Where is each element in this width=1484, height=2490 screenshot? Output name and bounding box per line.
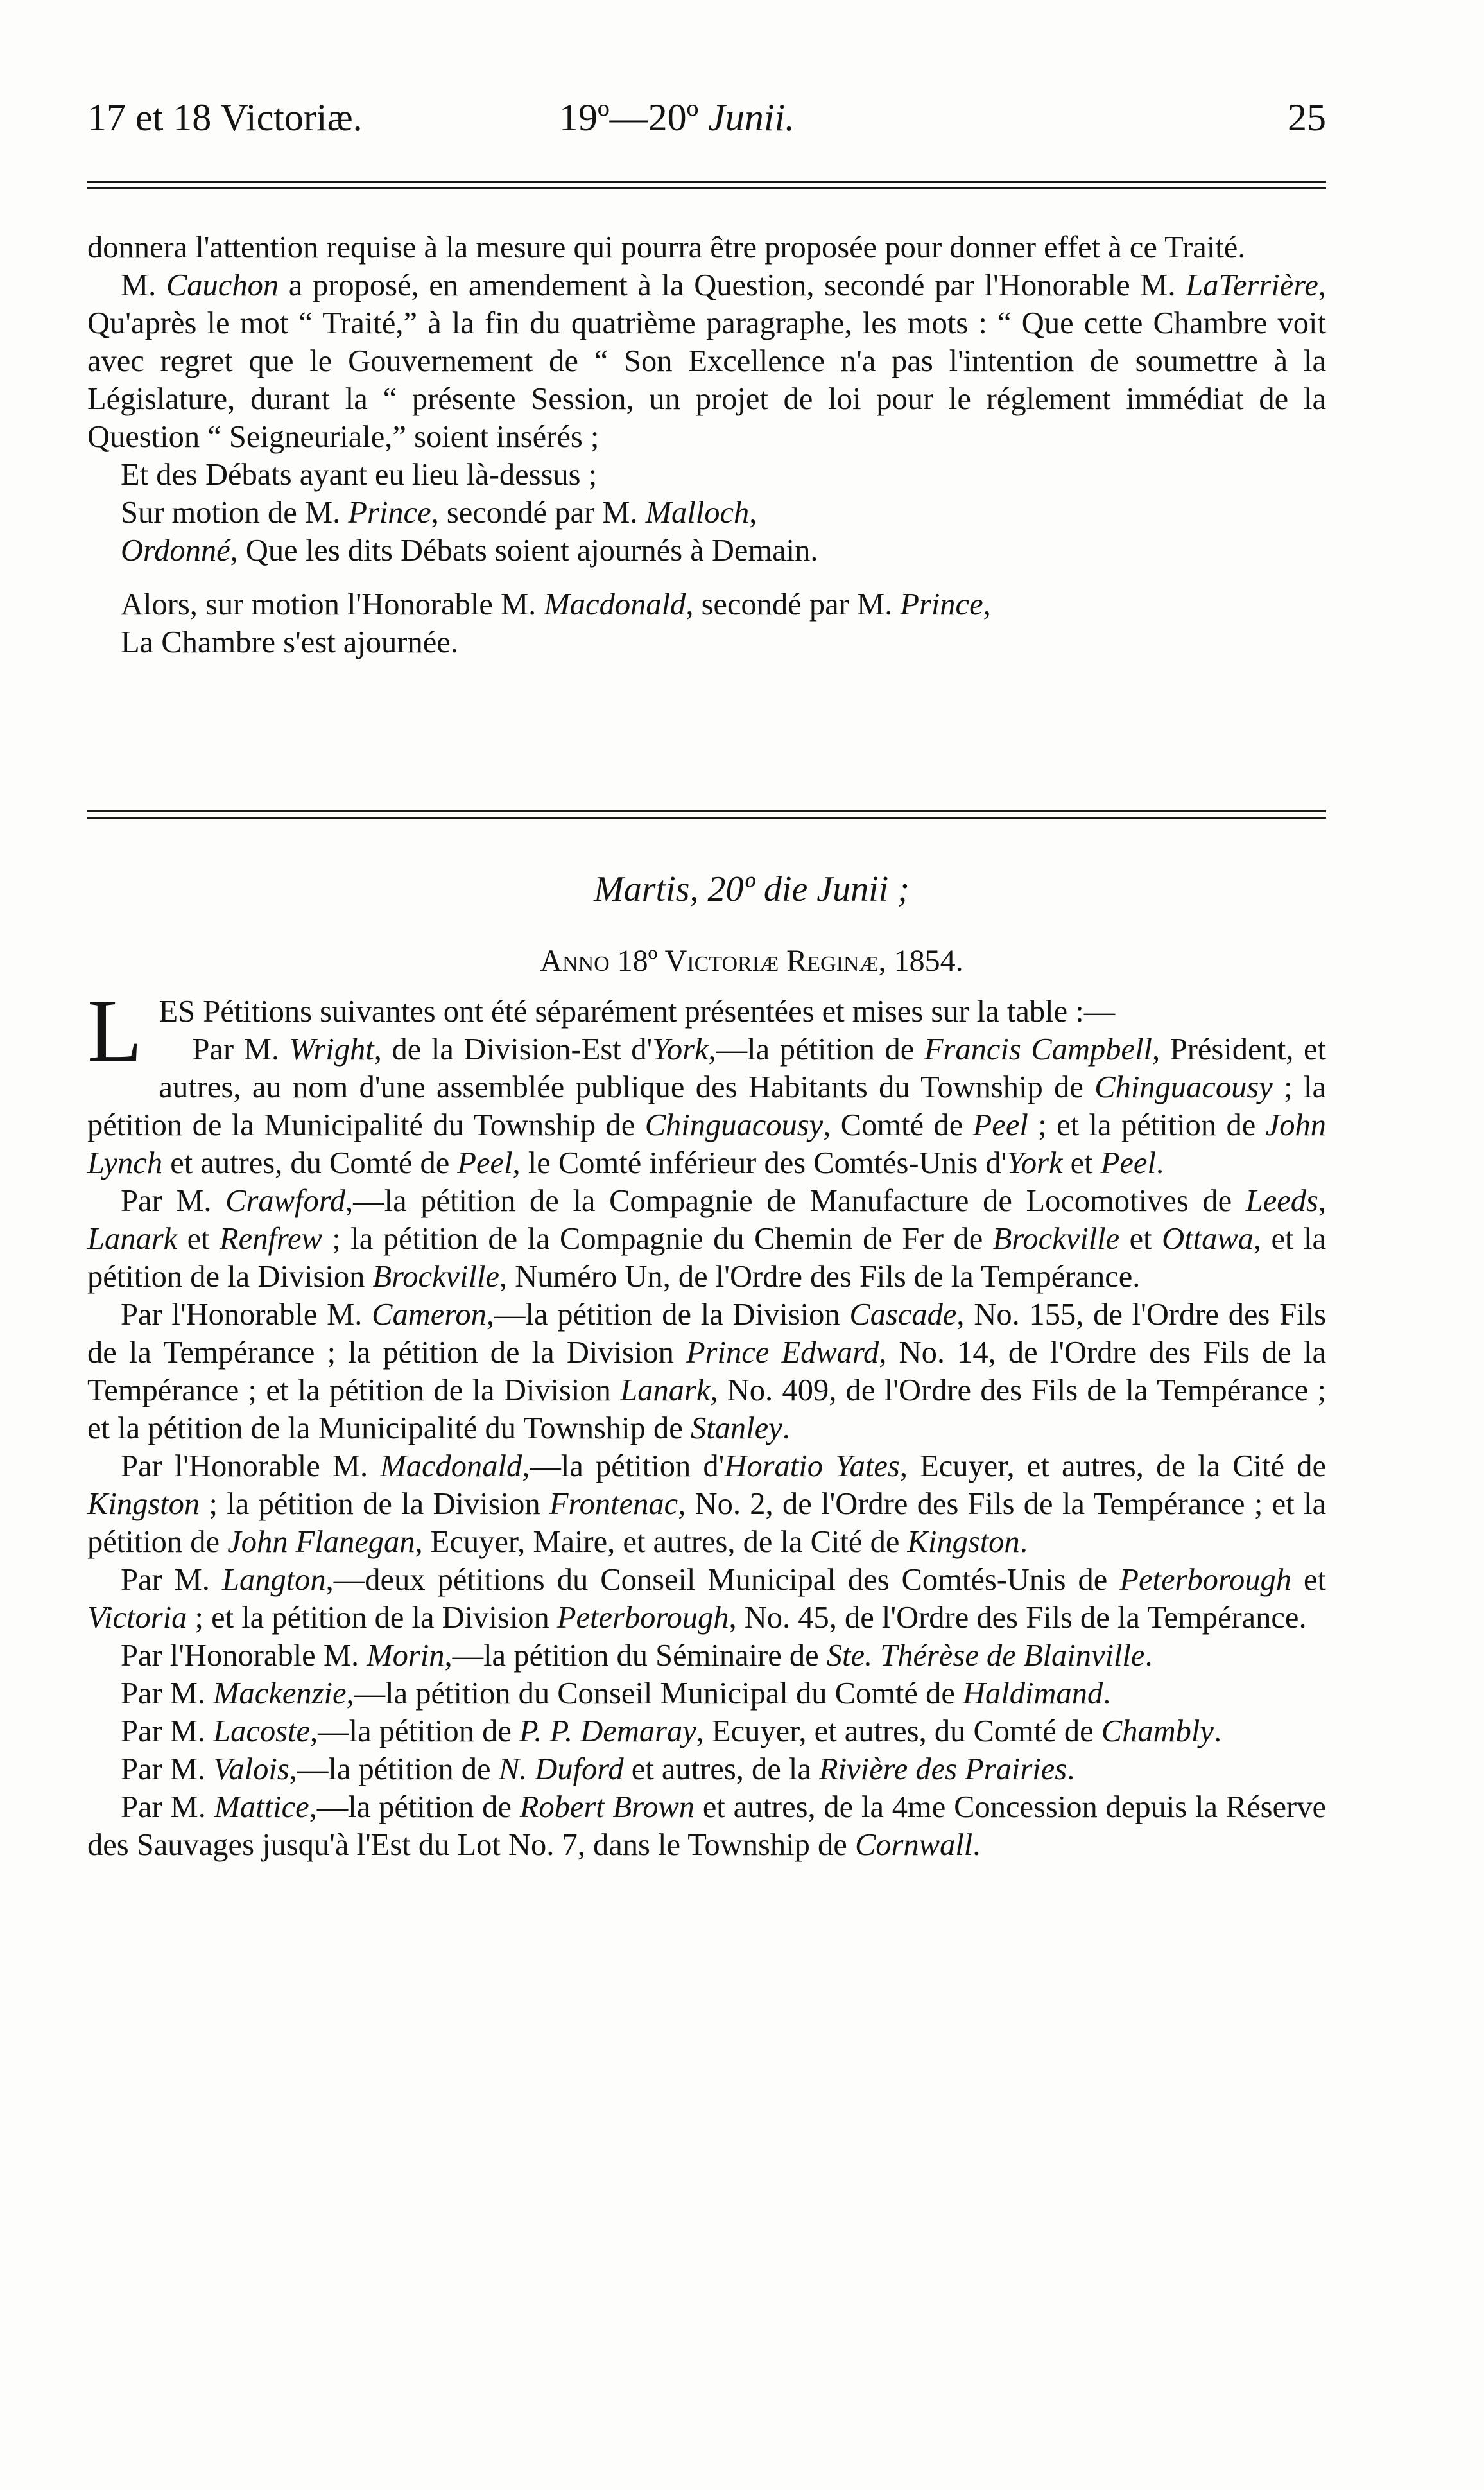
proper-name: Chinguacousy (1094, 1070, 1273, 1104)
proper-name: York (652, 1032, 709, 1067)
proper-name: Lacoste (213, 1714, 311, 1748)
motion-paragraph (87, 494, 1326, 532)
proper-name: Crawford (225, 1184, 346, 1218)
text-run: Sur motion de M. (121, 496, 349, 530)
text-run: a proposé, en amendement à la Question, secondé par l'Honorable M. (279, 268, 1186, 302)
order-paragraph (87, 532, 1326, 570)
text-run: Par M. (121, 1184, 226, 1218)
text-run: Par l'Honorable M. (121, 1449, 381, 1483)
text-run: et autres, du Comté de (162, 1146, 458, 1180)
header-dates (559, 89, 795, 146)
section-rule (87, 810, 1326, 819)
text-run: . (1155, 1146, 1164, 1180)
regnal-year-subtitle: Anno 18º Victoriæ Reginæ, 1854. (540, 944, 963, 978)
text-run: et (177, 1222, 220, 1256)
proper-name: Macdonald (380, 1449, 522, 1483)
adjourn-motion-paragraph (87, 586, 1326, 623)
proper-name: John Lynch (87, 1108, 1327, 1180)
text-run: ,—la pétition du Conseil Municipal du Comté de (346, 1676, 963, 1711)
text-run: Par M. (121, 1676, 214, 1711)
text-run: ,—la pétition de (289, 1752, 499, 1786)
drop-cap: L (87, 981, 142, 1081)
text-run: ,—la pétition de la Division (486, 1298, 850, 1332)
proper-name: Cascade (849, 1298, 957, 1332)
proper-name: Chinguacousy (644, 1108, 824, 1142)
intro-text: ES Pétitions suivantes ont été séparément présentées et mises sur la table :— (159, 995, 1116, 1029)
text-run: et (1119, 1222, 1162, 1256)
text-run: ; la pétition de la Compagnie du Chemin de Fer de (322, 1222, 993, 1256)
text-run: Par M. (121, 1790, 214, 1824)
proper-name: Renfrew (220, 1222, 322, 1256)
proper-name: Peterborough (556, 1601, 729, 1635)
text-run: ,—la pétition d' (522, 1449, 725, 1483)
text-run: ; la pétition de la Division (200, 1487, 549, 1521)
text-run: , Ecuyer, et autres, de la Cité de (899, 1449, 1326, 1483)
continued-paragraph: donnera l'attention requise à la mesure qui pourra être proposée pour donner effet à ce Traité. (87, 231, 1246, 265)
page-number: 25 (1288, 96, 1326, 139)
proper-name: P. P. Demaray (519, 1714, 696, 1748)
running-head (87, 89, 1326, 146)
proper-name: Victoria (87, 1601, 187, 1635)
text-run: et (1062, 1146, 1101, 1180)
text-run: ,—la pétition du Séminaire de (444, 1639, 827, 1673)
adjourned-paragraph: La Chambre s'est ajournée. (121, 625, 458, 659)
member-name: Malloch (645, 496, 750, 530)
proper-name: Mattice (214, 1790, 309, 1824)
proper-name: John Flanegan (227, 1525, 415, 1559)
text-run: , (749, 496, 757, 530)
text-run: , No. 14, de l'Ordre des Fils de la Tempérance ; et la pétition de la Division (87, 1336, 1326, 1407)
header-month: Junii. (708, 96, 795, 139)
proper-name: Lanark (87, 1222, 178, 1256)
petition-paragraph (87, 1561, 1326, 1637)
petition-paragraph (87, 1750, 1326, 1788)
text-run: Alors, sur motion l'Honorable M. (121, 588, 544, 622)
proper-name: Langton (221, 1563, 326, 1597)
text-run: Par l'Honorable M. (121, 1298, 372, 1332)
member-name: Cauchon (166, 268, 279, 302)
text-run: , Président, et autres, au nom d'une assemblée publique des Habitants du Township de (159, 1032, 1326, 1104)
text-run: , (983, 588, 991, 622)
proper-name: Ottawa (1162, 1222, 1254, 1256)
text-run: M. (121, 268, 166, 302)
proper-name: Peterborough (1119, 1563, 1291, 1597)
member-name: LaTerrière (1186, 268, 1318, 302)
text-run: , No. 155, de l'Ordre des Fils de la Tempérance ; la pétition de la Division (87, 1298, 1326, 1370)
text-run: , Ecuyer, et autres, du Comté de (696, 1714, 1101, 1748)
petition-paragraph (87, 1637, 1326, 1675)
text-run: . (1019, 1525, 1028, 1559)
petition-paragraph (87, 1182, 1326, 1296)
petition-paragraph (87, 1788, 1326, 1864)
text-run: , secondé par M. (686, 588, 901, 622)
proper-name: Chambly (1101, 1714, 1214, 1748)
text-run: Par l'Honorable M. (121, 1639, 367, 1673)
proper-name: Cameron (372, 1298, 487, 1332)
text-run: et (1291, 1563, 1326, 1597)
member-name: Prince (348, 496, 431, 530)
proper-name: Morin (367, 1639, 445, 1673)
text-run: ; et la pétition de (1028, 1108, 1266, 1142)
proper-name: Brockville (372, 1260, 500, 1294)
order-word: Ordonné (121, 534, 230, 568)
sitting-date-title: Martis, 20º die Junii ; (594, 869, 910, 909)
text-run: ; la pétition de la Municipalité du Township de (87, 1070, 1326, 1142)
text-run: , No. 409, de l'Ordre des Fils de la Tempérance ; et la pétition de la Municipalité du Township de (87, 1373, 1326, 1445)
text-run: , Comté de (823, 1108, 973, 1142)
text-run: , et la pétition de la Division (87, 1222, 1326, 1294)
proper-name: Cornwall (854, 1828, 973, 1862)
petition-paragraph (87, 1447, 1326, 1561)
proper-name: N. Duford (498, 1752, 624, 1786)
proper-name: Peel (972, 1108, 1028, 1142)
text-run: . (1213, 1714, 1222, 1748)
proper-name: Stanley (690, 1411, 782, 1445)
proper-name: Kingston (87, 1487, 200, 1521)
text-run: ,—deux pétitions du Conseil Municipal des Comtés-Unis de (325, 1563, 1120, 1597)
proper-name: Wright (289, 1032, 374, 1067)
member-name: Prince (900, 588, 983, 622)
petition-paragraph (87, 1712, 1326, 1750)
proper-name: Horatio Yates (724, 1449, 900, 1483)
text-run: , Que les dits Débats soient ajournés à Demain. (230, 534, 818, 568)
proper-name: Valois (213, 1752, 289, 1786)
text-run: ,—la pétition de (310, 1714, 520, 1748)
member-name: Macdonald (544, 588, 686, 622)
petition-paragraph (87, 1675, 1326, 1712)
proper-name: Leeds (1245, 1184, 1318, 1218)
text-run: , le Comté inférieur des Comtés-Unis d' (512, 1146, 1007, 1180)
text-run: , (1318, 1184, 1326, 1218)
text-run: . (782, 1411, 790, 1445)
text-run: et autres, de la (623, 1752, 819, 1786)
petition-paragraph (87, 1296, 1326, 1447)
text-run: ,—la pétition de la Compagnie de Manufacture de Locomotives de (345, 1184, 1246, 1218)
header-day-range: 19º—20º (559, 96, 699, 139)
text-run: et autres, de la 4me Concession depuis la Réserve des Sauvages jusqu'à l'Est du Lot No. 7, dans le Township de (87, 1790, 1326, 1862)
text-run: . (1144, 1639, 1153, 1673)
text-run: , No. 45, de l'Ordre des Fils de la Tempérance. (729, 1601, 1307, 1635)
text-run: Par M. (192, 1032, 289, 1067)
proper-name: Frontenac (549, 1487, 678, 1521)
regnal-year: 17 et 18 Victoriæ. (87, 96, 363, 139)
petition-list (87, 1031, 1326, 1864)
text-run: , Numéro Un, de l'Ordre des Fils de la Tempérance. (499, 1260, 1141, 1294)
proper-name: Robert Brown (519, 1790, 695, 1824)
proper-name: Lanark (620, 1373, 711, 1407)
text-run: Par M. (121, 1714, 214, 1748)
text-run: ,—la pétition de (708, 1032, 924, 1067)
proper-name: Peel (1100, 1146, 1156, 1180)
text-run: ,—la pétition de (309, 1790, 520, 1824)
top-section (87, 229, 1326, 661)
text-run: , de la Division-Est d' (374, 1032, 653, 1067)
proper-name: Brockville (992, 1222, 1120, 1256)
petition-paragraph (87, 1031, 1326, 1182)
header-rule (87, 181, 1326, 189)
text-run: Par M. (121, 1752, 214, 1786)
amendment-paragraph (87, 266, 1326, 456)
debate-paragraph: Et des Débats ayant eu lieu là-dessus ; (121, 458, 598, 492)
text-run: , secondé par M. (431, 496, 646, 530)
text-run: Par M. (121, 1563, 222, 1597)
text-run: . (972, 1828, 981, 1862)
proper-name: Haldimand (962, 1676, 1103, 1711)
petitions-section (87, 981, 1327, 1864)
text-run: , Ecuyer, Maire, et autres, de la Cité de (415, 1525, 908, 1559)
text-run: , No. 2, de l'Ordre des Fils de la Tempérance ; et la pétition de (87, 1487, 1326, 1559)
proper-name: Kingston (907, 1525, 1020, 1559)
text-run: . (1103, 1676, 1111, 1711)
proper-name: York (1006, 1146, 1063, 1180)
proper-name: Mackenzie (213, 1676, 347, 1711)
proper-name: Ste. Thérèse de Blainville (826, 1639, 1145, 1673)
proper-name: Francis Campbell (924, 1032, 1153, 1067)
text-run: . (1067, 1752, 1075, 1786)
proper-name: Rivière des Prairies (818, 1752, 1067, 1786)
proper-name: Peel (457, 1146, 513, 1180)
text-run: , Qu'après le mot “ Traité,” à la fin du quatrième paragraphe, les mots : “ Que cette Chambre voit avec regret que le Gouvernement de “ Son Excellence n'a pas l'intention de soumettre à la Législature, durant la “ présente Session, un projet de loi pour le réglement immédiat de la Question “ Seigneuriale,” soient insérés ; (87, 268, 1327, 454)
text-run: ; et la pétition de la Division (187, 1601, 557, 1635)
proper-name: Prince Edward (686, 1336, 879, 1370)
